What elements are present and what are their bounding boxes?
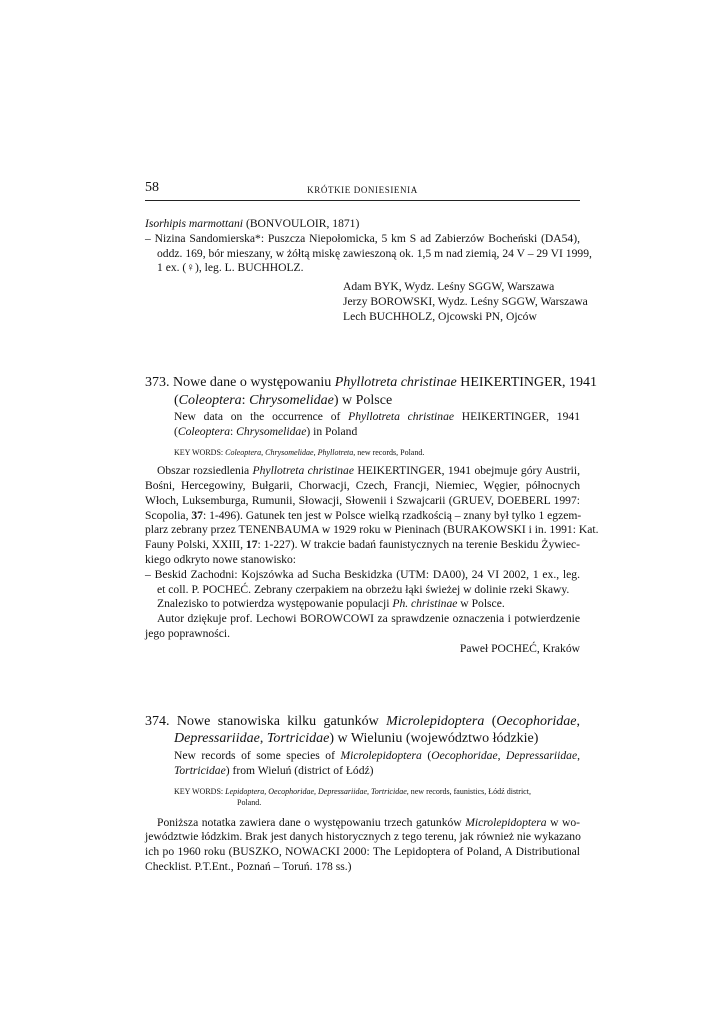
record-line: – Nizina Sandomierska*: Puszcza Niepołomicka, 5 km S ad Zabierzów Bocheński (DA54), xyxy=(145,231,580,245)
english-title-cont: Tortricidae) from Wieluń (district of Łódź) xyxy=(174,763,374,777)
text-line: Włoch, Luksemburga, Rumunii, Słowacji, Słowenii i Szwajcarii (GRUEV, DOEBERL 1997: xyxy=(145,493,580,507)
record-line: oddz. 169, bór mieszany, w żółtą miskę zawieszoną ok. 1,5 m nad ziemią, 24 V – 29 VI 1999, xyxy=(157,246,592,260)
record-line: 1 ex. (♀), leg. L. BUCHHOLZ. xyxy=(157,261,304,275)
article-373 xyxy=(145,374,599,656)
article-title-cont: (Coleoptera: Chrysomelidae) w Polsce xyxy=(174,392,393,408)
record-line: – Beskid Zachodni: Kojszówka ad Sucha Beskidzka (UTM: DA00), 24 VI 2002, 1 ex., leg. xyxy=(145,567,580,581)
key-words: KEY WORDS: Lepidoptera, Oecophoridae, Depressariidae, Tortricidae, new records, faunistics, Łódź district, xyxy=(174,786,531,796)
text-line: jego poprawności. xyxy=(145,626,231,640)
text-line: kiego odkryto nowe stanowisko: xyxy=(145,552,297,566)
text-line: Obszar rozsiedlenia Phyllotreta christinae HEIKERTINGER, 1941 obejmuje góry Austrii, xyxy=(157,464,580,478)
text-line: Scopolia, 37: 1-496). Gatunek ten jest w Polsce wielką rzadkością – znany był tylko 1 egzem- xyxy=(145,508,582,522)
running-head: KRÓTKIE DONIESIENIA xyxy=(307,185,418,195)
previous-note xyxy=(145,217,592,324)
species-heading: Isorhipis marmottani (BONVOULOIR, 1871) xyxy=(145,217,360,230)
signature-line: Lech BUCHHOLZ, Ojcowski PN, Ojców xyxy=(343,310,537,324)
text-line: ich po 1960 roku (BUSZKO, NOWACKI 2000: The Lepidoptera of Poland, A Distributional xyxy=(145,845,580,859)
author-signatures xyxy=(145,279,588,324)
document-page xyxy=(145,178,599,875)
text-line: jewództwie łódzkim. Brak jest danych historycznych z tego terenu, jak również nie wykazano xyxy=(145,830,581,844)
record-line: et coll. P. POCHEĆ. Zebrany czerpakiem na obrzeżu łąki świeżej w dolinie rzeki Skawy. xyxy=(157,582,570,596)
text-line: plarz zebrany przez TENENBAUMA w 1929 roku w Pieninach (BURAKOWSKI i in. 1991: Kat. xyxy=(145,523,599,537)
english-title: New records of some species of Microlepidoptera (Oecophoridae, Depressariidae, xyxy=(174,748,580,762)
article-title-cont: Depressariidae, Tortricidae) w Wieluniu (województwo łódzkie) xyxy=(174,731,539,747)
text-line: Poniższa notatka zawiera dane o występowaniu trzech gatunków Microlepidoptera w wo- xyxy=(157,815,580,829)
body-text xyxy=(145,816,580,875)
english-title-cont: (Coleoptera: Chrysomelidae) in Poland xyxy=(174,425,358,439)
article-title: 374. Nowe stanowiska kilku gatunków Microlepidoptera (Oecophoridae, xyxy=(145,713,580,729)
article-title: 373. Nowe dane o występowaniu Phyllotreta christinae HEIKERTINGER, 1941 xyxy=(145,375,598,391)
signature-line: Jerzy BOROWSKI, Wydz. Leśny SGGW, Warszawa xyxy=(343,295,588,309)
key-words-cont: Poland. xyxy=(237,797,262,807)
text-line: Bośni, Hercegowiny, Bułgarii, Chorwacji, Czech, Francji, Niemiec, Węgier, północnych xyxy=(145,478,580,492)
body-text xyxy=(145,464,599,656)
author-signature: Paweł POCHEĆ, Kraków xyxy=(459,641,580,655)
text-line: Znalezisko to potwierdza występowanie populacji Ph. christinae w Polsce. xyxy=(157,597,505,611)
page-header xyxy=(145,178,580,201)
english-title: New data on the occurrence of Phyllotreta christinae HEIKERTINGER, 1941 xyxy=(174,410,580,424)
text-line: Checklist. P.T.Ent., Poznań – Toruń. 178 ss.) xyxy=(145,859,352,873)
key-words: KEY WORDS: Coleoptera, Chrysomelidae, Phyllotreta, new records, Poland. xyxy=(174,448,425,458)
article-374 xyxy=(145,713,580,875)
text-line: Fauny Polski, XXIII, 17: 1-227). W trakcie badań faunistycznych na terenie Beskidu Żywiec- xyxy=(145,538,580,552)
page-number: 58 xyxy=(145,180,159,195)
signature-line: Adam BYK, Wydz. Leśny SGGW, Warszawa xyxy=(343,280,555,294)
text-line: Autor dziękuje prof. Lechowi BOROWCOWI za sprawdzenie oznaczenia i potwierdzenie xyxy=(157,612,580,626)
